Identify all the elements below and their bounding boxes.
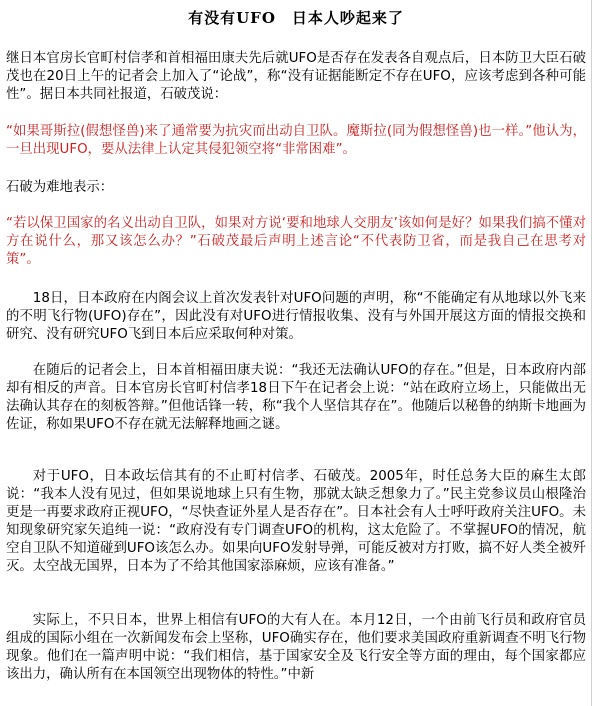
paragraph-politicians: 对于UFO，日本政坛信其有的不止町村信孝、石破茂。2005年，时任总务大臣的麻生太郎说：“我本人没有见过，但如果说地球上只有生物，那就太缺乏想象力了。”民主党参议员山根隆治更是一再要求政府正视UFO，“尽快查证外星人是否存在”。日本社会有人士呼吁政府关注UFO。未知现象研究家矢追纯一说：“政府没有专门调查UFO的机构，这太危险了。不掌握UFO的情况，航空自卫队不知道碰到UFO该怎么办。如果向UFO发射导弹，可能反被对方打败，搞不好人类全被歼灭。太空战无国界，日本为了不给其他国家添麻烦，应该有准备。” — [6, 469, 586, 574]
quote-friends: “若以保卫国家的名义出动自卫队，如果对方说‘要和地球人交朋友’该如何是好？如果我们搞不懂对方在说什么，那又该怎么办？”石破茂最后声明上述言论“不代表防卫省，而是我自己在思考对策”。 — [6, 216, 586, 267]
quote-godzilla: “如果哥斯拉(假想怪兽)来了通常要为抗灾而出动自卫队。魔斯拉(同为假想怪兽)也一样。”他认为，一旦出现UFO，要从法律上认定其侵犯领空将“非常困难”。 — [6, 124, 586, 157]
paragraph-international: 实际上，不只日本，世界上相信有UFO的大有人在。本月12日，一个由前飞行员和政府官员组成的国际小组在一次新闻发布会上坚称，UFO确实存在，他们要求美国政府重新调查不明飞行物现象。他们在一篇声明中说：“我们相信，基于国家安全及飞行安全等方面的理由，每个国家都应该出力，确认所有在本国领空出现物体的特性。”中新 — [6, 613, 586, 682]
paragraph-ishiba-says: 石破为难地表示： — [6, 180, 114, 195]
article-title: 有没有UFO 日本人吵起来了 — [188, 9, 404, 27]
paragraph-intro: 继日本官房长官町村信孝和首相福田康夫先后就UFO是否存在发表各自观点后，日本防卫大臣石破茂也在20日上午的记者会上加入了“论战”，称“没有证据能断定不存在UFO，应该考虑到各种可能性”。据日本共同社报道，石破茂说： — [6, 51, 586, 102]
paragraph-government-statement: 18日，日本政府在内阁会议上首次发表针对UFO问题的声明，称“不能确定有从地球以外飞来的不明飞行物(UFO)存在”，因此没有对UFO进行情报收集、没有与外国开展这方面的情报交换和研究、没有研究UFO飞到日本后应采取何种对策。 — [6, 291, 586, 342]
paragraph-press-conference: 在随后的记者会上，日本首相福田康夫说：“我还无法确认UFO的存在。”但是，日本政府内部却有相反的声音。日本官房长官町村信孝18日下午在记者会上说：“站在政府立场上，只能做出无法确认其存在的刻板答辩。”但他话锋一转，称“我个人坚信其存在”。他随后以秘鲁的纳斯卡地画为佐证，称如果UFO不存在就无法解释地画之谜。 — [6, 363, 586, 432]
